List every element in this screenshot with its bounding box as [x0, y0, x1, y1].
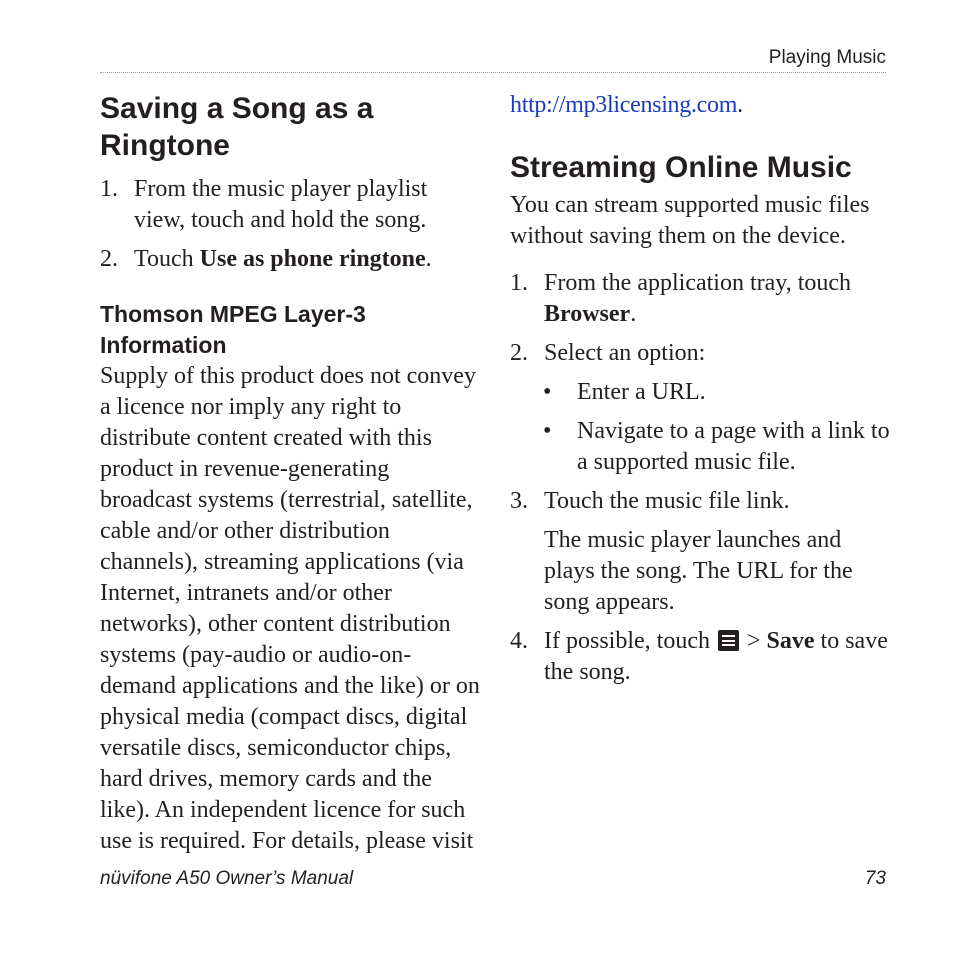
step-number: 1.: [100, 176, 118, 202]
ui-term: Browser: [544, 301, 631, 327]
licensing-link[interactable]: http://mp3licensing.com: [510, 92, 738, 118]
streaming-intro: You can stream supported music files without saving them on the device.: [510, 192, 870, 249]
link-period: .: [737, 92, 743, 118]
subheading-mpeg-info: Thomson MPEG Layer-3 Information: [100, 301, 366, 358]
menu-separator: >: [740, 628, 767, 654]
page-number: 73: [864, 868, 886, 889]
step-text: If possible, touch: [544, 628, 716, 654]
list-item: [510, 268, 890, 330]
list-item: [100, 174, 480, 236]
step-number: 3.: [510, 488, 528, 514]
step-note: The music player launches and plays the song. The URL for the song appears.: [544, 527, 853, 615]
step-number: 2.: [510, 340, 528, 366]
step-text: From the application tray, touch: [544, 270, 852, 296]
step-text: Touch: [134, 246, 200, 272]
license-paragraph: Supply of this product does not convey a licence nor imply any right to distribute content created with this product in revenue-generating broadcast systems (terrestrial, satellite, cable and/or other distribution channels), streaming applications (via Internet, intranets and/or other networks), other content distribution systems (pay-audio or audio-on-demand applications and the like) or on physical media (compact discs, digital versatile discs, semiconductor chips, hard drives, memory cards and the like). An independent licence for such use is required. For details, please visit: [100, 363, 480, 854]
list-item: [510, 338, 890, 369]
bullet-text: Navigate to a page with a link to a supported music file.: [577, 418, 890, 475]
manual-title: nüvifone A50 Owner’s Manual: [100, 868, 354, 889]
left-column: [100, 90, 480, 857]
ui-term: Save: [766, 628, 815, 654]
ui-term: Use as phone ringtone: [199, 246, 426, 272]
step-text: Select an option:: [544, 340, 706, 366]
menu-icon: [718, 630, 739, 651]
section-heading-streaming: Streaming Online Music: [510, 151, 852, 184]
step-text-end: .: [425, 246, 432, 272]
step-text: Touch the music file link.: [544, 488, 790, 514]
step-number: 1.: [510, 270, 528, 296]
step-number: 4.: [510, 628, 528, 654]
list-item: [100, 244, 480, 275]
header-divider: [100, 72, 886, 73]
bullet-text: Enter a URL.: [577, 379, 706, 405]
bullet-marker: •: [543, 379, 552, 405]
list-item: [510, 626, 890, 688]
bullet-item: [510, 416, 890, 478]
step-text-end: to save the song.: [544, 628, 888, 685]
running-header: Playing Music: [768, 47, 886, 68]
licensing-link-line: [510, 90, 890, 121]
bullet-item: [510, 377, 890, 408]
section-heading-ringtone: Saving a Song as a Ringtone: [100, 92, 374, 162]
step-number: 2.: [100, 246, 118, 272]
right-column: [510, 90, 890, 688]
list-item: [510, 486, 890, 517]
step-text-end: .: [630, 301, 637, 327]
bullet-marker: •: [543, 418, 552, 444]
step-text: From the music player playlist view, touch and hold the song.: [134, 176, 428, 233]
